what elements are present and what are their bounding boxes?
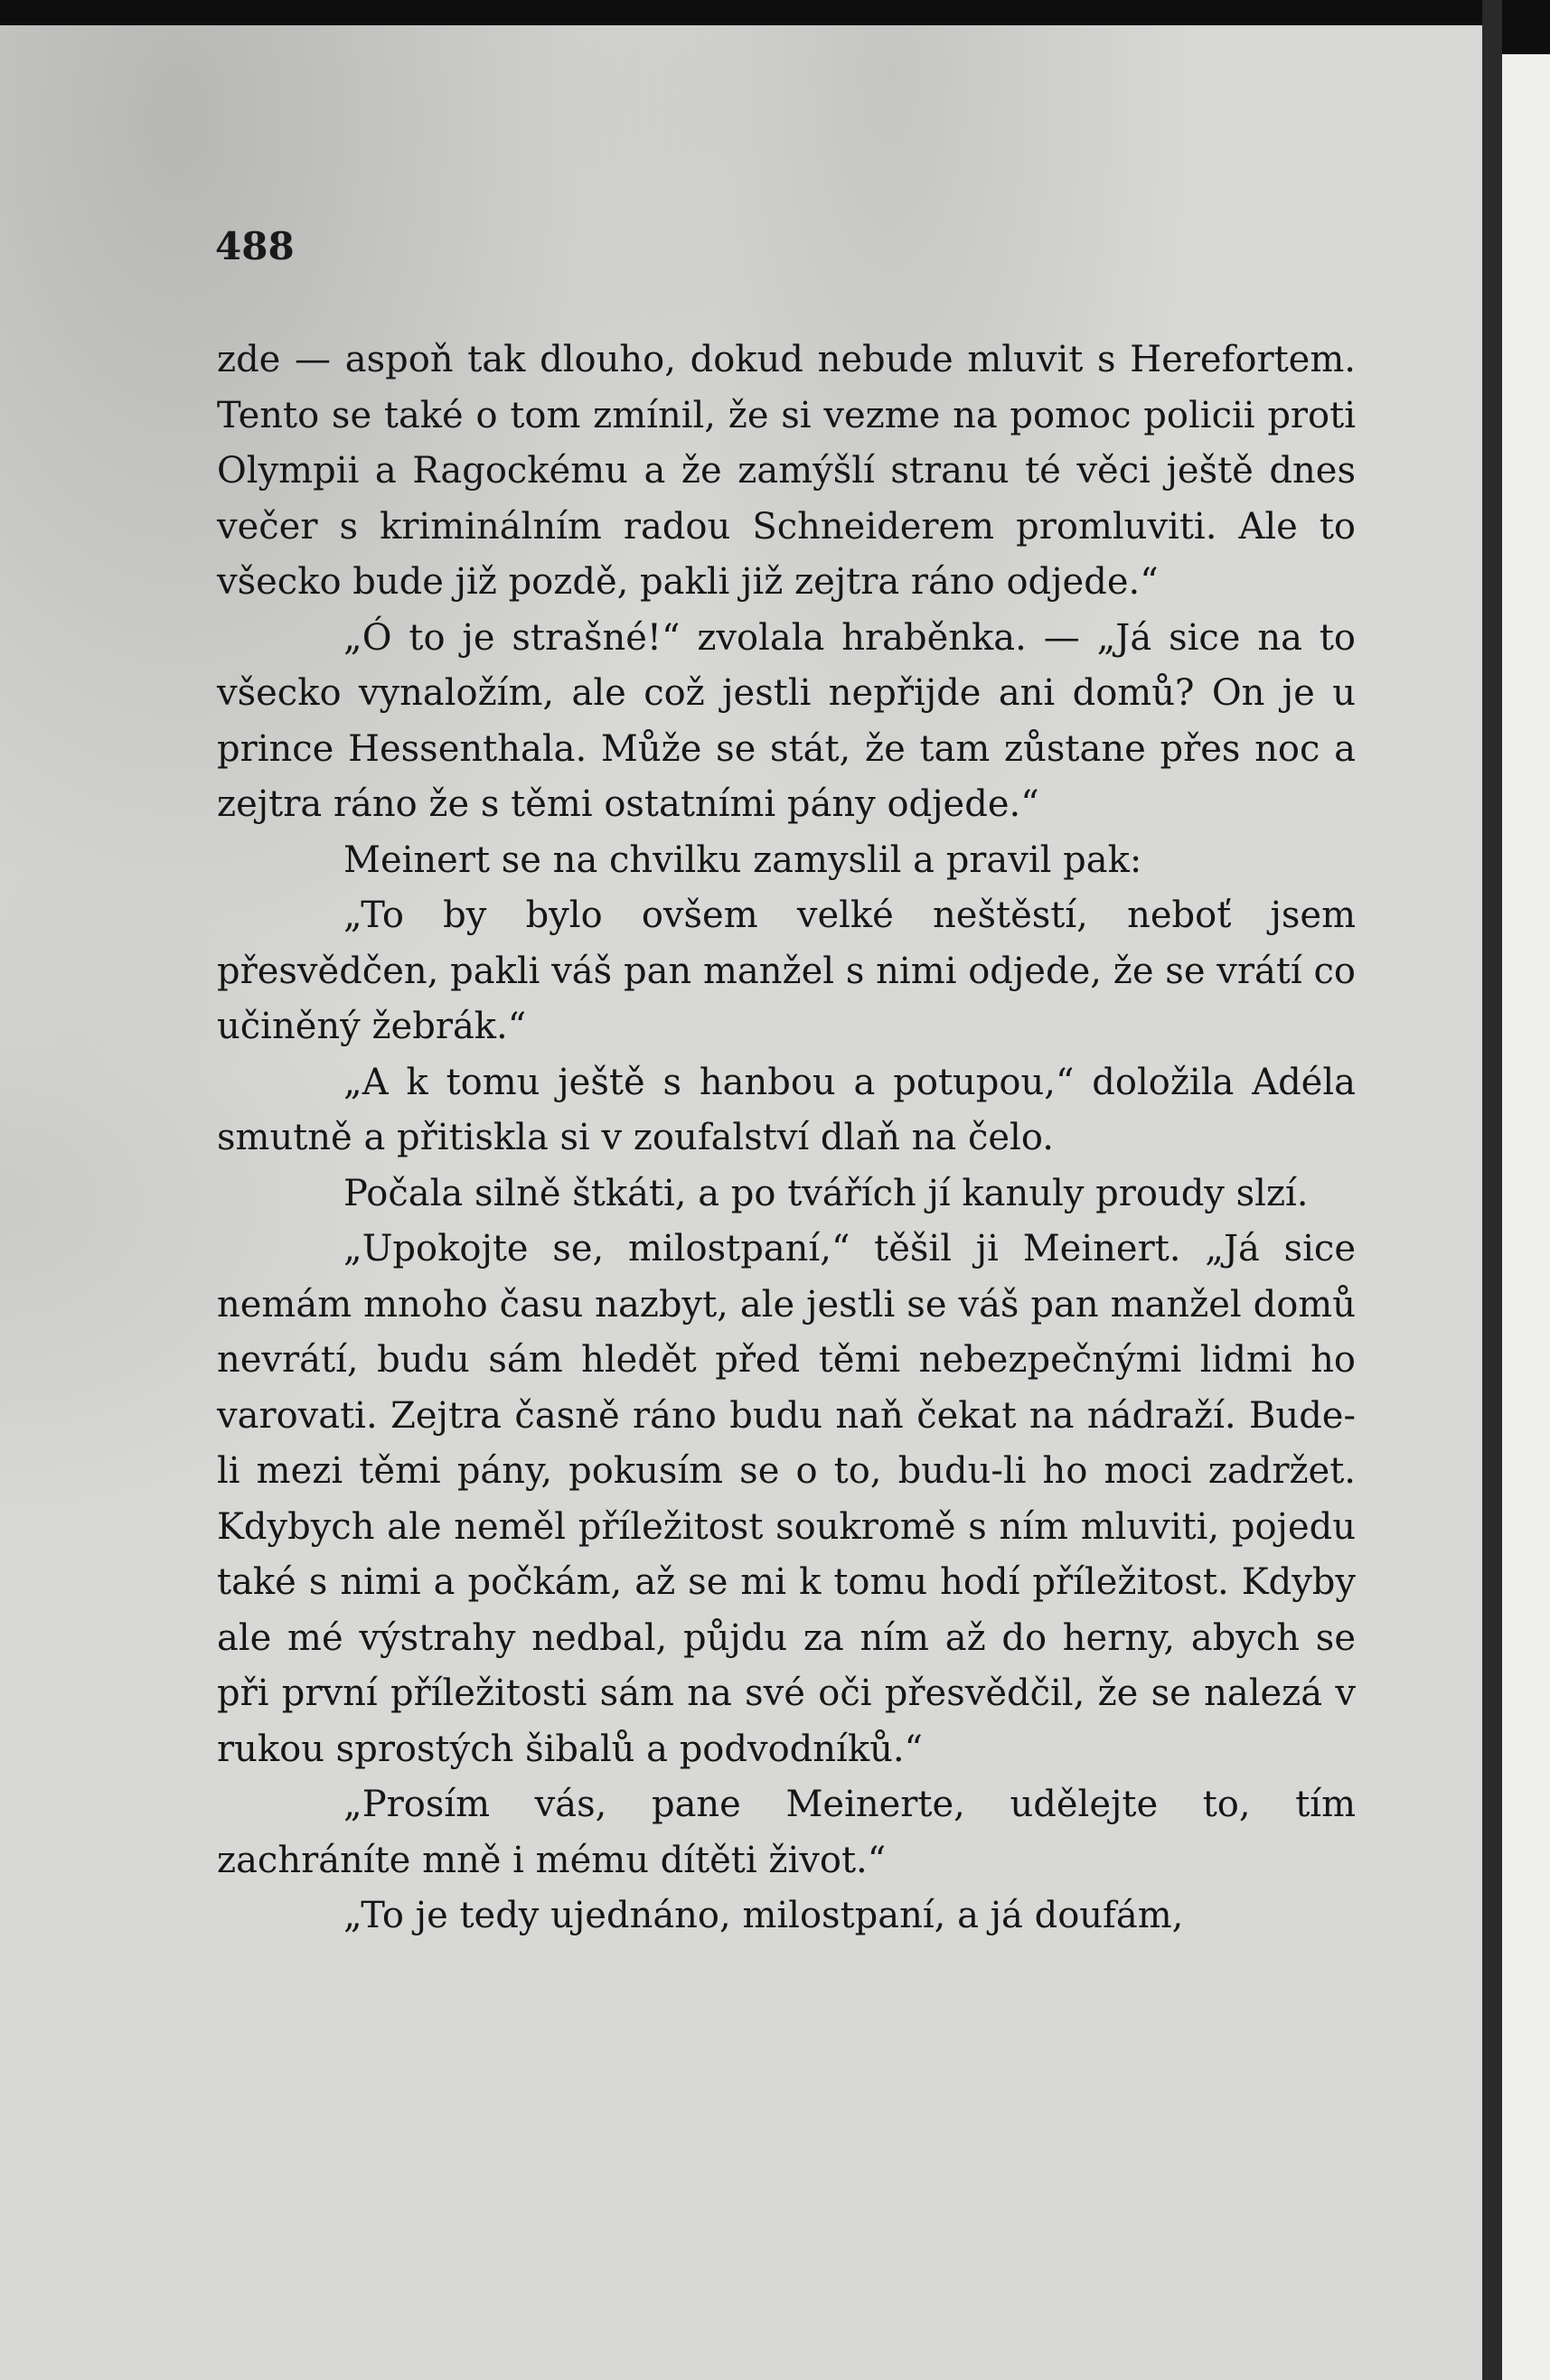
paragraph: „To je tedy ujednáno, milostpaní, a já doufám, [343,1895,1184,1936]
book-gutter [1482,0,1502,2380]
paragraph: „Prosím vás, pane Meinerte, udělejte to, tím zachráníte mně i mému dítěti život.“ [217,1784,1356,1881]
paragraph: „A k tomu ještě s hanbou a potupou,“ doložila Adéla smutně a přitiskla si v zoufalství dlaň na čelo. [217,1061,1356,1158]
paragraph: Počala silně štkáti, a po tvářích jí kanuly proudy slzí. [343,1172,1309,1214]
page-number: 488 [215,224,295,268]
paragraph: zde — aspoň tak dlouho, dokud nebude mluvit s Herefortem. Tento se také o tom zmínil, že si vezme na pomoc policii proti Olympii a Ragockému a že zamýšlí stranu té věci ještě dnes večer s kriminálním radou Schneiderem promluviti. Ale to všecko bude již pozdě, pakli již zejtra ráno odjede.“ [217,339,1356,603]
paragraph: „Upokojte se, milostpaní,“ těšil ji Meinert. „Já sice nemám mnoho času nazbyt, ale jestli se váš pan manžel domů nevrátí, budu sám hledět před těmi nebezpečnými lidmi ho varovati. Zejtra časně ráno budu naň čekat na nádraží. Bude-li mezi těmi pány, pokusím se o to, budu-li ho moci zadržet. Kdybych ale neměl příležitost soukromě s ním mluviti, pojedu také s nimi a počkám, až se mi k tomu hodí příležitost. Kdyby ale mé výstrahy nedbal, půjdu za ním až do herny, abych se při první příležitosti sám na své oči přesvědčil, že se nalezá v rukou sprostých šibalů a podvodníků.“ [217,1228,1356,1770]
paragraph: Meinert se na chvilku zamyslil a pravil pak: [343,839,1142,881]
adjacent-page-edge [1502,54,1550,2380]
page-sheet [0,25,1482,2380]
paragraph: „Ó to je strašné!“ zvolala hraběnka. — „Já sice na to všecko vynaložím, ale což jestli nepřijde ani domů? On je u prince Hessenthala. Může se stát, že tam zůstane přes noc a zejtra ráno že s těmi ostatními pány odjede.“ [217,616,1356,825]
paragraph: „To by bylo ovšem velké neštěstí, neboť jsem přesvědčen, pakli váš pan manžel s nimi odjede, že se vrátí co učiněný žebrák.“ [217,895,1356,1047]
body-text [217,333,1356,1944]
